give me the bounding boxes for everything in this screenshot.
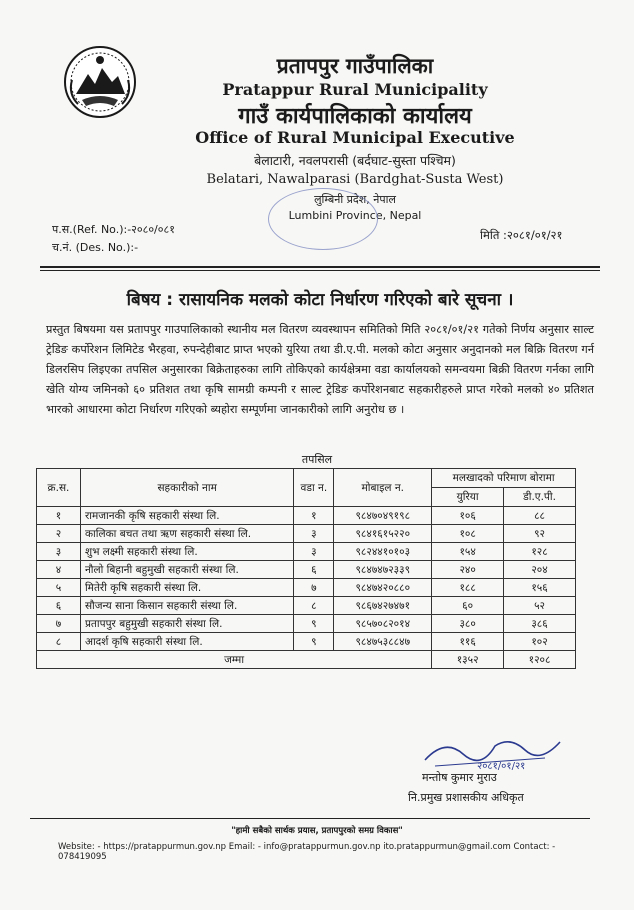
- row-dap: ५२: [504, 597, 576, 615]
- row-name: आदर्श कृषि सहकारी संस्था लि.: [80, 633, 293, 651]
- row-urea: १०८: [432, 525, 504, 543]
- header-urea: युरिया: [432, 488, 504, 507]
- row-mobile: ९८४७४७२३३९: [334, 561, 432, 579]
- table-row: [37, 543, 576, 561]
- row-name: प्रतापपुर बहुमुखी सहकारी संस्था लि.: [80, 615, 293, 633]
- total-label: जम्मा: [37, 651, 432, 669]
- row-sn: १: [37, 507, 81, 525]
- municipality-name-english: Pratappur Rural Municipality: [222, 80, 488, 99]
- row-sn: २: [37, 525, 81, 543]
- row-name: मितेरी कृषि सहकारी संस्था लि.: [80, 579, 293, 597]
- header-quantity: मलखादको परिमाण बोरामा: [432, 469, 576, 488]
- row-urea: ११६: [432, 633, 504, 651]
- footer-contact: Website: - https://pratappurmun.gov.np Email: - info@pratappurmun.gov.np ito.pratappurmun@gmail.com Contact: - 078419095: [58, 842, 556, 862]
- fertilizer-quota-table: [36, 468, 576, 669]
- header-ward: वडा न.: [294, 469, 334, 507]
- row-mobile: ९८४१६१५२२०: [334, 525, 432, 543]
- row-mobile: ९८४७५३८८४७: [334, 633, 432, 651]
- signature-date: २०८१/०१/२१: [477, 761, 526, 772]
- office-stamp: [268, 188, 378, 250]
- table-row: [37, 597, 576, 615]
- footer-motto: "हामी सबैको सार्थक प्रयास, प्रतापपुरको समग्र विकास": [231, 826, 403, 836]
- row-sn: ४: [37, 561, 81, 579]
- row-dap: २०४: [504, 561, 576, 579]
- table-row: [37, 633, 576, 651]
- row-name: रामजानकी कृषि सहकारी संस्था लि.: [80, 507, 293, 525]
- row-dap: ९२: [504, 525, 576, 543]
- total-urea: १३५२: [432, 651, 504, 669]
- row-ward: ९: [294, 615, 334, 633]
- address-nepali: बेलाटारी, नवलपरासी (बर्दघाट-सुस्ता पश्चिम): [254, 153, 456, 168]
- row-sn: ३: [37, 543, 81, 561]
- row-ward: ६: [294, 561, 334, 579]
- row-name: कालिका बचत तथा ऋण सहकारी संस्था लि.: [80, 525, 293, 543]
- row-name: नौलो बिहानी बहुमुखी सहकारी संस्था लि.: [80, 561, 293, 579]
- total-dap: १२०८: [504, 651, 576, 669]
- office-name-nepali: गाउँ कार्यपालिकाको कार्यालय: [238, 104, 472, 129]
- row-sn: ७: [37, 615, 81, 633]
- table-row: [37, 507, 576, 525]
- row-dap: १२८: [504, 543, 576, 561]
- row-urea: १८८: [432, 579, 504, 597]
- office-name-english: Office of Rural Municipal Executive: [195, 128, 515, 147]
- row-dap: १०२: [504, 633, 576, 651]
- header-divider: [40, 266, 600, 268]
- row-ward: १: [294, 507, 334, 525]
- row-mobile: ९८४७४२०८८०: [334, 579, 432, 597]
- row-ward: ९: [294, 633, 334, 651]
- table-row: [37, 561, 576, 579]
- header-dap: डी.ए.पी.: [504, 488, 576, 507]
- row-name: सौजन्य साना किसान सहकारी संस्था लि.: [80, 597, 293, 615]
- row-urea: १०६: [432, 507, 504, 525]
- row-mobile: ९८२४४१०१०३: [334, 543, 432, 561]
- table-row: [37, 525, 576, 543]
- row-ward: ३: [294, 525, 334, 543]
- row-name: शुभ लक्ष्मी सहकारी संस्था लि.: [80, 543, 293, 561]
- province-english: Lumbini Province, Nepal: [288, 209, 422, 222]
- header-divider-thin: [40, 270, 600, 271]
- row-mobile: ९८६७४२७४७१: [334, 597, 432, 615]
- row-ward: ७: [294, 579, 334, 597]
- dispatch-number: च.नं. (Des. No.):-: [52, 241, 139, 254]
- row-dap: ३८६: [504, 615, 576, 633]
- row-urea: ६०: [432, 597, 504, 615]
- letter-date: मिति :२०८१/०१/२१: [480, 228, 563, 242]
- table-row: [37, 615, 576, 633]
- row-ward: ८: [294, 597, 334, 615]
- table-total-row: [37, 651, 576, 669]
- row-dap: १५६: [504, 579, 576, 597]
- row-sn: ६: [37, 597, 81, 615]
- header-mobile: मोबाइल न.: [334, 469, 432, 507]
- table-caption: तपसिल: [301, 453, 333, 466]
- row-ward: ३: [294, 543, 334, 561]
- municipality-name-nepali: प्रतापपुर गाउँपालिका: [276, 54, 434, 78]
- row-mobile: ९८४७०४९१९८: [334, 507, 432, 525]
- province-nepali: लुम्बिनी प्रदेश, नेपाल: [314, 193, 396, 206]
- reference-number: प.स.(Ref. No.):-२०८०/०८१: [52, 223, 175, 236]
- notice-subject: बिषय : रासायनिक मलको कोटा निर्धारण गरिएको बारे सूचना ।: [126, 290, 514, 310]
- row-urea: ३८०: [432, 615, 504, 633]
- signatory-title: नि.प्रमुख प्रशासकीय अधिकृत: [408, 791, 524, 804]
- footer-divider: [30, 818, 590, 819]
- header-sn: क्र.स.: [37, 469, 81, 507]
- row-sn: ५: [37, 579, 81, 597]
- row-urea: १५४: [432, 543, 504, 561]
- row-sn: ८: [37, 633, 81, 651]
- header-cooperative-name: सहकारीको नाम: [80, 469, 293, 507]
- row-urea: २४०: [432, 561, 504, 579]
- row-dap: ८८: [504, 507, 576, 525]
- table-row: [37, 579, 576, 597]
- notice-body: प्रस्तुत बिषयमा यस प्रतापपुर गाउपालिकाको स्थानीय मल वितरण व्यवस्थापन समितिको मिति २०८१/०१/२१ गतेको निर्णय अनुसार साल्ट ट्रेडिङ कर्पोरेशन लिमिटेड भैरहवा, रुपन्देहीबाट प्राप्त भएको युरिया तथा डी.ए.पी. मलको कोटा अनुसार अनुदानको मल बिक्रि वितरण गर्न डिलरसिप लिइएका तपसिल अनुसारका बिक्रेताहरुका लागि तोकिएको कार्यक्षेत्रमा वडा कार्यालयको समन्वयमा बिक्री वितरण गर्नका लागि खेति योग्य जमिनको ६० प्रतिशत तथा कृषि सामग्री कम्पनी र साल्ट ट्रेडिङ कर्पोरेशनबाट सहकारीहरुले प्राप्त गरेको मलको ४० प्रतिशत भारको आधारमा कोटा निर्धारण गरिएको ब्यहोरा सम्पूर्णमा जानकारीको लागि अनुरोध छ ।: [46, 323, 594, 416]
- signatory-name: मन्तोष कुमार मुराउ: [422, 771, 497, 784]
- handwritten-signature: [415, 728, 565, 772]
- row-mobile: ९८५७०८२०१४: [334, 615, 432, 633]
- address-english: Belatari, Nawalparasi (Bardghat-Susta West): [206, 172, 504, 187]
